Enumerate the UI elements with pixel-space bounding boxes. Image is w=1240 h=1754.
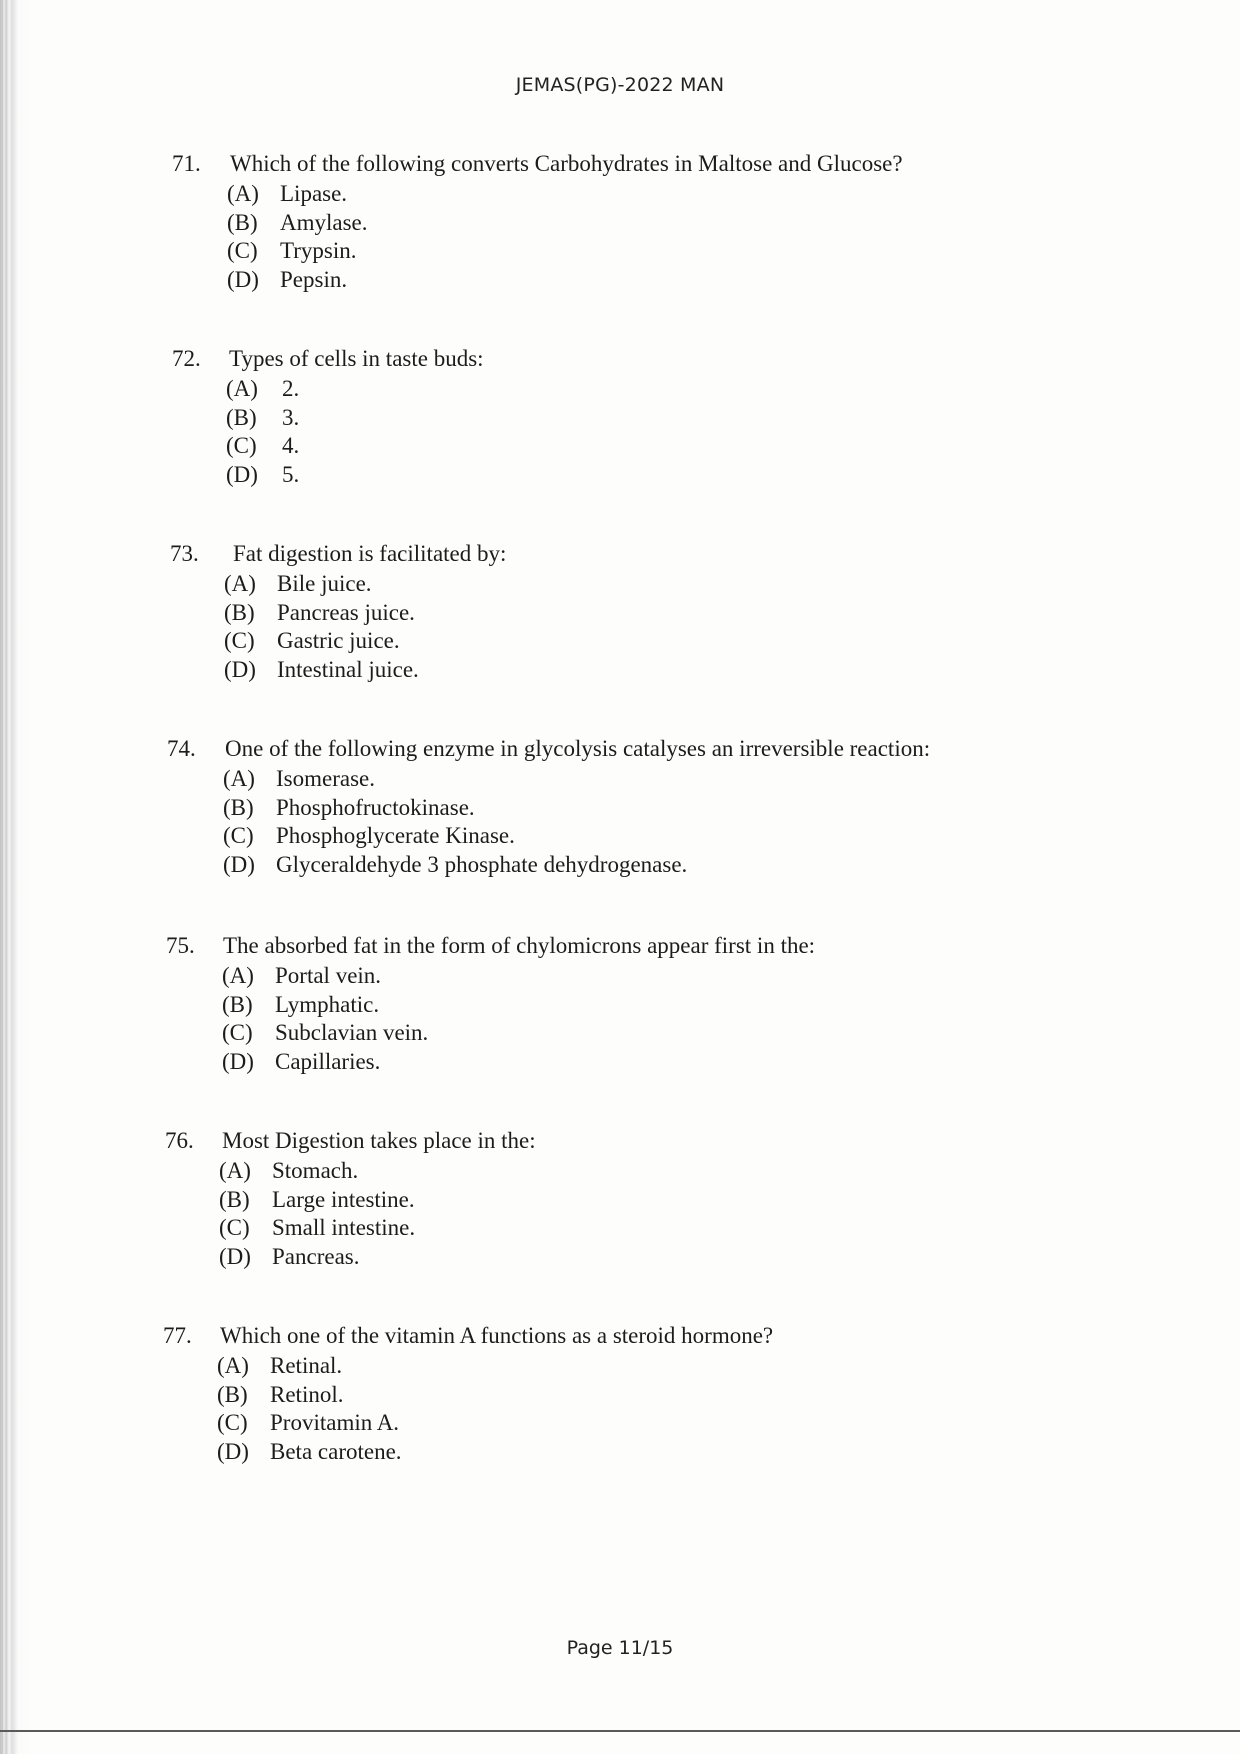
page-header: JEMAS(PG)-2022 MAN: [515, 74, 725, 96]
option-letter: (D): [217, 1438, 249, 1464]
question-76: [165, 1127, 536, 1271]
option-text: 4.: [282, 433, 300, 458]
option-text: 2.: [282, 376, 300, 401]
option-letter: (B): [224, 599, 255, 625]
option-text: Bile juice.: [277, 571, 372, 596]
option-letter: (A): [222, 963, 254, 988]
option-text: Retinol.: [270, 1381, 344, 1407]
question-text: The absorbed fat in the form of chylomicrons appear first in the:: [223, 933, 816, 958]
question-73: [170, 540, 507, 684]
option-text: Isomerase.: [276, 766, 375, 791]
option-letter: (B): [222, 991, 253, 1017]
option-letter: (B): [219, 1186, 250, 1212]
option-letter: (A): [223, 766, 255, 791]
question-number: 73.: [170, 541, 199, 566]
question-text: One of the following enzyme in glycolysis catalyses an irreversible reaction:: [225, 736, 931, 761]
question-number: 74.: [167, 736, 196, 761]
question-text: Fat digestion is facilitated by:: [233, 541, 507, 566]
question-71: [172, 150, 903, 294]
option-text: Gastric juice.: [277, 628, 400, 653]
option-text: Pancreas juice.: [277, 599, 415, 625]
option-letter: (C): [223, 823, 254, 848]
option-text: Trypsin.: [280, 238, 357, 263]
option-letter: (D): [227, 266, 259, 292]
option-letter: (A): [224, 571, 256, 596]
option-text: Large intestine.: [272, 1186, 415, 1212]
question-number: 76.: [165, 1128, 194, 1153]
question-number: 75.: [166, 933, 195, 958]
option-letter: (C): [224, 628, 255, 653]
option-letter: (A): [226, 376, 258, 401]
option-letter: (D): [222, 1048, 254, 1074]
option-text: Portal vein.: [275, 963, 382, 988]
option-text: Intestinal juice.: [277, 656, 419, 682]
option-letter: (A): [217, 1353, 249, 1378]
option-text: Pancreas.: [272, 1243, 360, 1269]
option-text: Capillaries.: [275, 1048, 381, 1074]
question-text: Which one of the vitamin A functions as a steroid hormone?: [220, 1323, 774, 1348]
question-74: [167, 735, 931, 879]
option-text: Pepsin.: [280, 266, 348, 292]
option-text: Retinal.: [270, 1353, 343, 1378]
question-77: [163, 1322, 774, 1466]
option-text: Provitamin A.: [270, 1410, 400, 1435]
scan-edge-artifact: [0, 0, 30, 1754]
option-text: 5.: [282, 461, 300, 487]
option-letter: (C): [227, 238, 258, 263]
option-text: Stomach.: [272, 1158, 359, 1183]
option-text: Small intestine.: [272, 1215, 416, 1240]
option-letter: (B): [226, 404, 257, 430]
bottom-divider: [0, 1730, 1240, 1732]
option-text: Phosphofructokinase.: [276, 794, 475, 820]
question-number: 71.: [172, 151, 201, 176]
page-number: Page 11/15: [566, 1637, 674, 1659]
question-text: Which of the following converts Carbohydrates in Maltose and Glucose?: [230, 151, 903, 176]
option-text: Phosphoglycerate Kinase.: [276, 823, 515, 848]
option-letter: (C): [226, 433, 257, 458]
option-letter: (C): [222, 1020, 253, 1045]
option-letter: (A): [227, 181, 259, 206]
option-text: Glyceraldehyde 3 phosphate dehydrogenase.: [276, 851, 688, 877]
question-text: Most Digestion takes place in the:: [222, 1128, 536, 1153]
option-letter: (B): [217, 1381, 248, 1407]
option-text: Amylase.: [280, 209, 368, 235]
question-72: [172, 345, 484, 489]
option-text: Lipase.: [280, 181, 348, 206]
option-letter: (D): [224, 656, 256, 682]
option-text: Subclavian vein.: [275, 1020, 429, 1045]
question-number: 77.: [163, 1323, 192, 1348]
option-text: Lymphatic.: [275, 991, 380, 1017]
option-text: Beta carotene.: [270, 1438, 402, 1464]
option-text: 3.: [282, 404, 300, 430]
option-letter: (B): [223, 794, 254, 820]
option-letter: (C): [219, 1215, 250, 1240]
option-letter: (B): [227, 209, 258, 235]
option-letter: (A): [219, 1158, 251, 1183]
question-number: 72.: [172, 346, 201, 371]
question-75: [166, 932, 816, 1076]
question-text: Types of cells in taste buds:: [229, 346, 484, 371]
option-letter: (D): [223, 851, 255, 877]
option-letter: (D): [219, 1243, 251, 1269]
option-letter: (D): [226, 461, 258, 487]
option-letter: (C): [217, 1410, 248, 1435]
